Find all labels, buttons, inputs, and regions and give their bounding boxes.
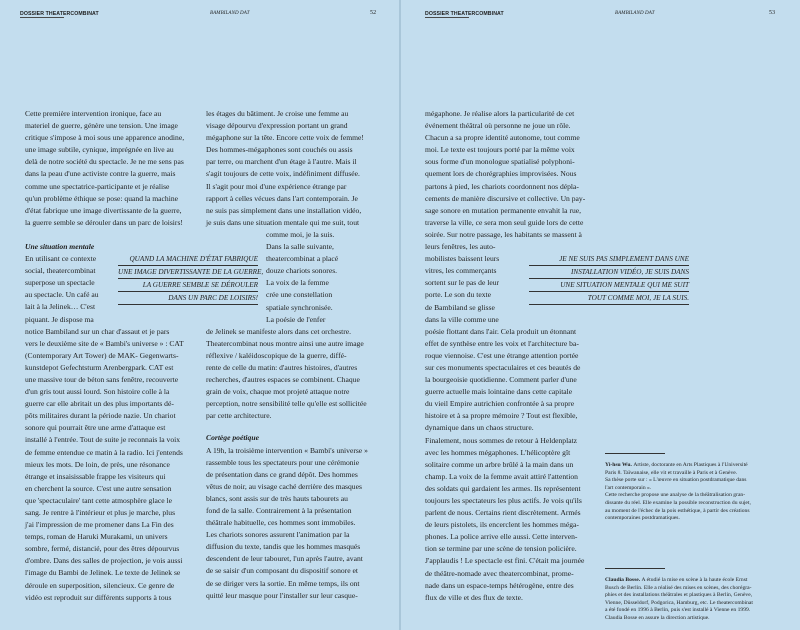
page-number: 52: [370, 10, 377, 16]
left-page: [0, 0, 399, 630]
text-line: s'agit toujours de cette voix, indéfiniment diffusée.: [206, 169, 360, 179]
text-line: dynamique dans un chaos structure.: [425, 423, 534, 433]
paragraph: [25, 108, 200, 229]
bio-line: Vienne, Düsseldorf, Podgorica, Hamburg, etc. Le theatercombinat: [605, 599, 753, 606]
text-line: perception, notre sensibilité telle qu'elle est sollicitée: [206, 399, 367, 409]
text-line: soirée. Sur notre passage, les habitants se massent à: [425, 229, 582, 239]
text-line: j'ai l'impression de me promener dans La Fin des: [25, 520, 174, 530]
text-line: Finalement, nous sommes de retour à Heldenplatz: [425, 435, 578, 445]
text-line: vidéo est reproduit sur différents supports à tous: [25, 592, 172, 602]
bio-line: Claudia Bosse en assure la direction artistique.: [605, 614, 710, 621]
author-bio: [605, 462, 781, 523]
text-line: critique s'impose à moi sous une apparence anodine,: [25, 133, 185, 143]
text-line: étrange et insaisissable frappe les visiteurs qui: [25, 471, 166, 481]
text-line: quement lors de chorégraphies improvisées. Nous: [425, 169, 577, 179]
text-line: nade dans un espace-temps hétérogène, entre des: [425, 580, 574, 590]
text-line: théâtrale habituelle, ces hommes sont immobiles.: [206, 518, 356, 528]
text-line: d'état fabrique une image divertissante de la guerre,: [25, 205, 182, 215]
text-line: de présentation dans ce grand dépôt. Des hommes: [206, 469, 358, 479]
text-line: toujours les spectateurs les plus actifs. Je vois qu'ils: [425, 496, 582, 505]
bio-line: Cette recherche propose une analyse de la théâtralisation gran-: [605, 492, 746, 499]
text-line: La voix de la femme: [266, 278, 329, 288]
text-line: sang. Je rentre à l'intérieur et plus je marche, plus: [25, 508, 176, 517]
text-line: leurs fenêtres, les auto-: [425, 242, 496, 252]
pull-quote-line: INSTALLATION VIDÉO, JE SUIS DANS: [529, 266, 689, 279]
text-line: solitaire comme un arbre brûlé à la main dans un: [425, 459, 574, 469]
pull-quote: [118, 253, 264, 305]
text-line: spatiale synchronisée.: [266, 302, 333, 312]
text-line: recherches, d'autres espaces se combinent. Chaque: [206, 375, 360, 385]
text-line: l'image du Bambi de Jelinek. Le texte de Jelinek se: [25, 568, 181, 578]
text-line: Cette première intervention ironique, face au: [25, 109, 162, 118]
text-line: piquant. Je dispose ma: [25, 314, 94, 324]
text-line: sur ces monuments spectaculaires et ces beautés de: [425, 362, 581, 372]
text-line: une image subtile, cynique, imprégnée en live au: [25, 145, 174, 155]
text-line: qu'un problème éthique se pose: quand la machine: [25, 193, 178, 203]
text-line: mobilistes baissent leurs: [425, 254, 500, 264]
header-subtitle: BAMBILAND DAT: [615, 11, 655, 16]
text-line: la bourgeoisie quotidienne. Comment parler d'une: [425, 375, 577, 385]
text-line: de se saisir d'un composant du dispositif sonore et: [206, 566, 358, 576]
text-line: diffusion du texte, tandis que les hommes masqués: [206, 542, 361, 552]
text-line: rapport à celles vécues dans l'art contemporain. Je: [206, 193, 358, 203]
bio-line: Sa thèse porte sur : « L'œuvre en situation postdramatique dans: [605, 477, 747, 484]
text-line: sage sonore en mutation permanente envahit la rue,: [425, 205, 582, 215]
bio-line: dissante du réel. Elle examine la possible reconstruction du sujet,: [605, 499, 751, 506]
text-line: roque viennoise. C'est une étrange attention portée: [425, 350, 579, 360]
text-line: social, theatercombinat: [25, 266, 96, 276]
text-line: sortent sur le pas de leur: [425, 278, 500, 288]
paragraph: [206, 326, 386, 423]
text-line: theatercombinat a placé: [266, 254, 339, 264]
text-line: descendent de leur tabouret, l'un après l'autre, avant: [206, 554, 363, 564]
text-line: Il s'agit pour moi d'une expérience étrange par: [206, 181, 347, 191]
pull-quote-line: UNE SITUATION MENTALE QUI ME SUIT: [529, 279, 689, 292]
text-line: comme une spectatrice-participante et je réalise: [25, 181, 170, 191]
paragraph: [25, 326, 200, 604]
text-line: de Jelinek se manifeste alors dans cet orchestre.: [206, 326, 352, 336]
text-line: pôts militaires durant la période nazie. Un chariot: [25, 411, 176, 421]
right-page: [401, 0, 800, 630]
text-line: par cette architecture.: [206, 411, 272, 421]
text-line: événement théâtral où personne ne joue un rôle.: [425, 121, 571, 131]
text-line: en cherchent la source. C'est une autre sensation: [25, 483, 172, 493]
bio-line: A étudié la mise en scène à la haute école Ernst: [641, 577, 748, 583]
text-line: dans la ville comme une: [425, 314, 499, 324]
paragraph: [206, 445, 386, 602]
text-line: parlent de nous. Certains rient discrètement. Armés: [425, 508, 581, 518]
text-line: crée une constellation: [266, 290, 333, 300]
text-line: cements de manière discursive et collective. Un pay-: [425, 193, 586, 203]
text-line: douze chariots sonores.: [266, 266, 338, 276]
text-line: La poésie de l'enfer: [266, 314, 326, 324]
bio-name: Claudia Bosse.: [605, 577, 642, 583]
text-line: de leurs pistolets, ils encerclent les hommes méga-: [425, 520, 579, 530]
bio-rule: [605, 568, 665, 569]
left-column-2: [206, 108, 386, 602]
text-line: flux de ville et des flux de texte.: [425, 592, 523, 602]
text-line: déroule en superposition, silencieux. Ce genre de: [25, 580, 175, 590]
text-line: partons à pied, les chariots coordonnent nos dépla-: [425, 181, 579, 191]
paragraph: [25, 253, 120, 326]
bio-line: Busch de Berlin. Elle a réalisé des mises en scènes, des chorégra-: [605, 584, 752, 591]
text-line: par terre, ou marchent d'un étage à l'autre. Mais il: [206, 157, 357, 167]
bio-line: phies et des installations théâtrales et plastiques à Berlin, Genève,: [605, 592, 753, 599]
text-line: avec les hommes mégaphones. L'hélicoptère gît: [425, 447, 571, 457]
text-line: (Contemporary Art Tower) de MAK- Gegenwarts-: [25, 350, 179, 360]
text-line: notice Bambiland sur un char d'assaut et je pars: [25, 326, 170, 336]
text-line: porte. Le son du texte: [425, 290, 492, 300]
header-subtitle: BAMBILAND DAT: [210, 11, 250, 16]
text-line: Theatercombinat nous montre ainsi une autre image: [206, 338, 364, 348]
text-line: d'un gris tout aussi lourd. Son histoire colle à la: [25, 387, 170, 397]
text-line: au spectacle. Un café au: [25, 290, 99, 300]
bio-line: contemporaines postdramatiques.: [605, 515, 680, 522]
text-line: effet de synthèse entre les voix et l'architecture ba-: [425, 338, 579, 348]
text-line: sombre, fermé, distancié, pour des êtres dépourvus: [25, 544, 180, 554]
section-heading: Une situation mentale: [25, 241, 95, 251]
text-line: vêtus de noir, au visage caché derrière des masques: [206, 481, 362, 491]
bio-line: Artiste, doctorante en Arts Plastiques à l'Université: [633, 462, 748, 468]
text-line: d'ombre. Dans des salles de projection, je vois aussi: [25, 556, 183, 566]
text-line: poésie flottant dans l'air. Cela produit un étonnant: [425, 326, 577, 336]
pull-quote-line: LA GUERRE SEMBLE SE DÉROULER: [118, 279, 258, 292]
text-line: une massive tour de béton sans fenêtre, recouverte: [25, 374, 179, 384]
text-line: traverse la ville, ce sera mon seul guide lors de cette: [425, 217, 584, 227]
text-line: blancs, sont assis sur de très hauts tabourets au: [206, 493, 348, 503]
text-line: de théâtre-nomade avec theatercombinat, prome-: [425, 568, 574, 578]
bio-line: Paris 8. Taïwanaise, elle vit et travaille à Paris et à Genève.: [605, 469, 738, 476]
text-line: installé à l'entrée. Tout de suite je reconnais la voix: [25, 435, 181, 445]
text-line: guerre car elle abritait un des plus importants dé-: [25, 399, 174, 409]
text-line: mégaphone. Je réalise alors la particularité de cet: [425, 109, 575, 118]
text-line: du vieil Empire autrichien confrontée à sa propre: [425, 399, 575, 409]
pull-quote-line: DANS UN PARC DE LOISIRS!: [118, 292, 258, 305]
text-line: phones. La police arrive elle aussi. Cette interven-: [425, 532, 578, 542]
text-line: kunstdepot Gefechtsturm Arenbergpark. CAT est: [25, 362, 174, 372]
text-line: vers le deuxième site de « Bambi's universe » : CAT: [25, 338, 184, 348]
text-line: ne suis pas simplement dans une installation vidéo,: [206, 205, 362, 215]
text-line: lait à la Jelinek… C'est: [25, 302, 96, 312]
text-line: des soldats qui gardaient les armes. Ils représentent: [425, 483, 581, 493]
text-line: guerre actuelle mais lointaine dans cette capitale: [425, 387, 573, 397]
paragraph: [425, 108, 605, 253]
header-title: DOSSIER THEATERCOMBINAT: [425, 11, 504, 17]
header-rule: [20, 17, 64, 18]
bio-line: a été fondé en 1996 à Berlin, puis s'est installé à Vienne en 1999.: [605, 607, 751, 614]
text-line: J'applaudis ! Le spectacle est fini. C'était ma journée: [425, 556, 585, 566]
text-line: delà de notre société du spectacle. Je ne me sens pas: [25, 157, 184, 167]
text-line: que 'spectaculaire' tant cette atmosphère glace le: [25, 495, 172, 505]
text-line: sous forme d'un monologue spatialisé polyphoni-: [425, 157, 575, 167]
text-line: la guerre semble se dérouler dans un parc de loisirs!: [25, 217, 183, 227]
bio-rule: [605, 453, 665, 454]
text-line: de se diriger vers la sortie. En même temps, ils ont: [206, 578, 360, 588]
paragraph: [425, 326, 605, 604]
paragraph: [425, 253, 525, 326]
text-line: comme moi, je la suis.: [266, 229, 335, 239]
text-line: Dans la salle suivante,: [266, 242, 334, 252]
header-rule: [425, 17, 469, 18]
text-line: A 19h, la troisième intervention « Bambi's universe »: [206, 445, 368, 455]
left-column-1: [25, 108, 200, 604]
text-line: visage dépourvu d'expression portant un grand: [206, 121, 348, 131]
text-line: quitté leur masque pour l'installer sur leur casque-: [206, 590, 358, 600]
text-line: grain de voix, chaque mot projeté attaque notre: [206, 387, 350, 397]
text-line: tion se termine par une scène de tension policière.: [425, 544, 577, 554]
header-title: DOSSIER THEATERCOMBINAT: [20, 11, 99, 17]
pull-quote: [529, 253, 689, 305]
text-line: Chacun a sa propre identité autonome, tout comme: [425, 133, 580, 143]
pull-quote-line: UNE IMAGE DIVERTISSANTE DE LA GUERRE,: [118, 266, 258, 279]
text-line: les étages du bâtiment. Je croise une femme au: [206, 109, 349, 118]
bio-line: au moment de l'échec de la pois esthétique, à partir des créations: [605, 507, 750, 514]
text-line: Des hommes-mégaphones sont couchés ou assis: [206, 145, 353, 155]
author-bio: [605, 577, 781, 623]
text-line: moi. Le texte est toujours porté par la même voix: [425, 145, 575, 155]
paragraph: [206, 108, 386, 229]
text-line: mégaphone sur la tête. Encore cette voix de femme!: [206, 133, 364, 143]
text-line: Les chariots sonores assurent l'animation par la: [206, 530, 350, 540]
pull-quote-line: JE NE SUIS PAS SIMPLEMENT DANS UNE: [529, 253, 689, 266]
section-heading: Cortège poétique: [206, 433, 259, 443]
text-line: rente de celle du matin: d'autres histoires, d'autres: [206, 362, 358, 372]
pull-quote-line: TOUT COMME MOI, JE LA SUIS.: [529, 292, 689, 305]
text-line: dans la peau d'une activiste contre la guerre, mais: [25, 169, 176, 179]
text-line: histoire et à sa propre mémoire ? Tout est flexible,: [425, 411, 578, 421]
text-line: temps, roman de Haruki Murakami, un univers: [25, 532, 168, 542]
text-line: mieux les mots. De loin, de près, une résonance: [25, 459, 170, 469]
text-line: rassemble tous les spectateurs pour une cérémonie: [206, 457, 360, 467]
text-line: vitres, les commerçants: [425, 266, 497, 276]
right-column-1: [425, 108, 605, 604]
text-line: je suis dans une situation mentale qui me suit, tout: [206, 217, 360, 227]
text-line: de femme entendue ce matin à la radio. Ici j'entends: [25, 447, 183, 457]
text-line: réflexive / kaléidoscopique de la guerre, diffé-: [206, 350, 347, 360]
text-line: En utilisant ce contexte: [25, 254, 97, 264]
text-line: sonore qui pourrait être une arme d'attaque est: [25, 423, 166, 433]
bio-line: l'art contemporain ».: [605, 484, 652, 491]
text-line: fond de la salle. Contrairement à la présentation: [206, 506, 352, 515]
text-line: superpose un spectacle: [25, 278, 95, 288]
pull-quote-line: QUAND LA MACHINE D'ÉTAT FABRIQUE: [118, 253, 258, 266]
text-line: champ. La voix de la femme avait attiré l'attention: [425, 471, 578, 481]
text-line: materiel de guerre, génère une tension. Une image: [25, 121, 178, 131]
text-line: de Bambiland se glisse: [425, 302, 495, 312]
page-number: 53: [769, 10, 776, 16]
bio-name: Yi-hsu Wu.: [605, 462, 634, 468]
